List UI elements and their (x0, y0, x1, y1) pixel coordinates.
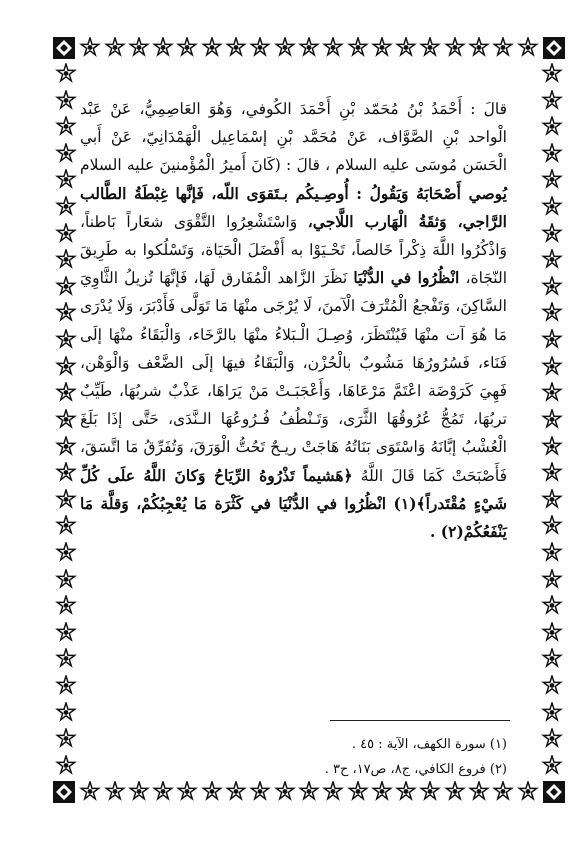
text-segment-bold: يُوصي أَصْحَابَهُ وَيَقُولُ : أُوصِـيكُم بـتَقوَى اللّه، فَإنَّها غِبْطَةُ الطَّالب الرَّاجي، وَثقَةُ الْهَارب اللَّاجي، (80, 183, 507, 231)
star-ornament-icon (55, 116, 77, 138)
star-ornament-icon (541, 249, 563, 271)
star-ornament-icon (419, 37, 441, 59)
star-ornament-icon (201, 37, 223, 59)
star-ornament-icon (541, 63, 563, 85)
star-ornament-icon (541, 675, 563, 697)
star-ornament-icon (395, 37, 417, 59)
text-segment-bold: انْظُرُوا في الدُّنْيَا (353, 268, 460, 288)
body-text (80, 95, 507, 546)
star-ornament-icon (541, 90, 563, 112)
star-ornament-icon (541, 196, 563, 218)
star-ornament-icon (55, 409, 77, 431)
star-ornament-icon (541, 116, 563, 138)
border-left (51, 63, 81, 777)
star-ornament-icon (541, 755, 563, 777)
footnote-1: (١) سورة الكهف، الآية : ٤٥ . (351, 737, 507, 752)
star-ornament-icon (249, 37, 271, 59)
star-ornament-icon (347, 781, 369, 803)
star-ornament-icon (274, 781, 296, 803)
star-ornament-icon (79, 37, 101, 59)
star-ornament-icon (541, 409, 563, 431)
star-ornament-icon (541, 702, 563, 724)
corner-ornament-icon (51, 779, 77, 805)
star-ornament-icon (347, 37, 369, 59)
star-ornament-icon (55, 515, 77, 537)
star-ornament-icon (274, 37, 296, 59)
star-ornament-icon (395, 781, 417, 803)
star-ornament-icon (541, 382, 563, 404)
star-ornament-icon (517, 37, 539, 59)
border-top (51, 33, 567, 63)
star-ornament-icon (55, 702, 77, 724)
star-ornament-icon (468, 37, 490, 59)
footnotes (207, 732, 507, 782)
star-ornament-icon (55, 595, 77, 617)
corner-ornament-icon (541, 35, 567, 61)
star-ornament-icon (541, 329, 563, 351)
footnote-separator (330, 720, 510, 721)
corner-ornament-icon (541, 779, 567, 805)
star-ornament-icon (541, 276, 563, 298)
star-ornament-icon (541, 489, 563, 511)
body-paragraph (80, 95, 507, 546)
star-ornament-icon (541, 648, 563, 670)
star-ornament-icon (541, 542, 563, 564)
star-ornament-icon (152, 781, 174, 803)
star-ornament-icon (55, 489, 77, 511)
text-segment: نَظَرَ الزَّاهد الْمُفَارق لَهَا، فَإنَّهَا تُزيلُ الثَّاوِيَ السَّاكِنَ، وَتَفْجعُ الْمُتْرَفَ الْآمنَ، لَا يُرْجَى منْهَا مَا تَوَلَّى فَأَدْبَرَ، وَلَا يُدْرَى مَا هُوَ آت منْهَا فَيُنْتَظَرَ، وُصِـلَ الْـبَلاءُ منْهَا بالرَّخَاء، وَالْبَقَاءُ منْهَا إلَى فَنَاء، فَسُرُورُهَا مَشُوبٌ بالْحُزْن، وَالْبَقَاءُ فيهَا إلَى الضَّعْف وَالْوَهْن، فَهِيَ كَرَوْضَة اعْتَمَّ مَرْعَاهَا، وَأَعْجَبَـتْ مَنْ يَرَاهَا، عَذْبٌ شربُهَا، طَيِّبٌ تربُهَا، تَمُجُّ عُرُوقُهَا الثَّرَى، وَتَـنْطُفُ فُـرُوعُهَا الـنَّدَى، حَتَّى إذَا بَلَغَ الْعُشْبُ إبَّانَهُ وَاسْتَوَى بَنَاتُهُ هَاجَتْ ريـحٌ تَحُتُّ الْوَرَقَ، وَتُفَرِّقُ مَا اتَّسَقَ، فَأَصْبَحَتْ كَمَا قَالَ اللَّهُ (80, 269, 507, 485)
star-ornament-icon (298, 37, 320, 59)
star-ornament-icon (541, 436, 563, 458)
star-ornament-icon (55, 196, 77, 218)
star-ornament-icon (541, 569, 563, 591)
star-ornament-icon (322, 37, 344, 59)
star-ornament-icon (541, 143, 563, 165)
star-ornament-icon (55, 382, 77, 404)
star-ornament-icon (517, 781, 539, 803)
star-ornament-icon (55, 648, 77, 670)
star-ornament-icon (79, 781, 101, 803)
star-ornament-icon (541, 169, 563, 191)
star-ornament-icon (541, 728, 563, 750)
star-ornament-icon (55, 675, 77, 697)
star-ornament-icon (322, 781, 344, 803)
star-ornament-icon (225, 37, 247, 59)
star-ornament-icon (444, 781, 466, 803)
star-ornament-icon (55, 755, 77, 777)
star-ornament-icon (419, 781, 441, 803)
corner-ornament-icon (51, 35, 77, 61)
star-ornament-icon (152, 37, 174, 59)
star-ornament-icon (371, 781, 393, 803)
star-ornament-icon (541, 622, 563, 644)
border-right (537, 63, 567, 777)
text-segment-bold: ﴿هَشيماً تَذْرُوهُ الرِّيَاحُ وَكانَ اللَّهُ علَى كُلِّ شَيْءٍ مُقْتَدراً﴾(١) انْظُرُوا في الدُّنْيَا في كَثْرَة مَا يُعْجِبُكُمْ، وَقلَّة مَا يَنْفَعُكُمْ(٢) . (80, 465, 507, 542)
star-ornament-icon (541, 462, 563, 484)
star-ornament-icon (55, 90, 77, 112)
star-ornament-icon (55, 569, 77, 591)
star-ornament-icon (541, 223, 563, 245)
star-ornament-icon (541, 595, 563, 617)
star-ornament-icon (444, 37, 466, 59)
star-ornament-icon (55, 436, 77, 458)
star-ornament-icon (225, 781, 247, 803)
star-ornament-icon (468, 781, 490, 803)
star-ornament-icon (104, 37, 126, 59)
star-ornament-icon (55, 356, 77, 378)
star-ornament-icon (541, 356, 563, 378)
star-ornament-icon (104, 781, 126, 803)
star-ornament-icon (541, 515, 563, 537)
star-ornament-icon (176, 781, 198, 803)
star-ornament-icon (55, 223, 77, 245)
star-ornament-icon (249, 781, 271, 803)
star-ornament-icon (55, 462, 77, 484)
star-ornament-icon (128, 37, 150, 59)
star-ornament-icon (55, 169, 77, 191)
star-ornament-icon (55, 728, 77, 750)
star-ornament-icon (55, 329, 77, 351)
star-ornament-icon (55, 542, 77, 564)
star-ornament-icon (201, 781, 223, 803)
star-ornament-icon (176, 37, 198, 59)
star-ornament-icon (55, 143, 77, 165)
star-ornament-icon (371, 37, 393, 59)
footnote-2: (٢) فروع الكافي، ج٨، ص١٧، ح٣ . (324, 762, 507, 777)
star-ornament-icon (541, 302, 563, 324)
star-ornament-icon (55, 276, 77, 298)
star-ornament-icon (492, 37, 514, 59)
star-ornament-icon (492, 781, 514, 803)
star-ornament-icon (55, 302, 77, 324)
star-ornament-icon (298, 781, 320, 803)
star-ornament-icon (55, 63, 77, 85)
text-segment: قالَ : أَحْمَدُ بْنُ مُحَمّد بْنِ أَحْمَدَ الكُوفي، وَهُوَ العَاصِمِيُّ، عَنْ عَبْد الْواحد بْنِ الصَّوَّاف، عَنْ مُحَمَّد بْنِ إسْمَاعِيل الْهَمْدَانِيّ، عَنْ أَبي الْحَسَن مُوسَى عليه السلام ، قالَ : (كَانَ أَميرُ الْمُؤْمنينَ عليه السلام (80, 100, 507, 175)
text-segment: وَاسْتَشْعِرُوا التَّقْوَى شعَاراً بَاطناً، وَاذْكُرُوا اللَّهَ ذِكْراً خَالصاً، تَحْـيَوْا به أَفْضَلَ الْحَيَاة، وَتَسْلُكوا به طَرِيقَ النّجَاة، (80, 212, 508, 288)
star-ornament-icon (55, 249, 77, 271)
star-ornament-icon (128, 781, 150, 803)
star-ornament-icon (55, 622, 77, 644)
